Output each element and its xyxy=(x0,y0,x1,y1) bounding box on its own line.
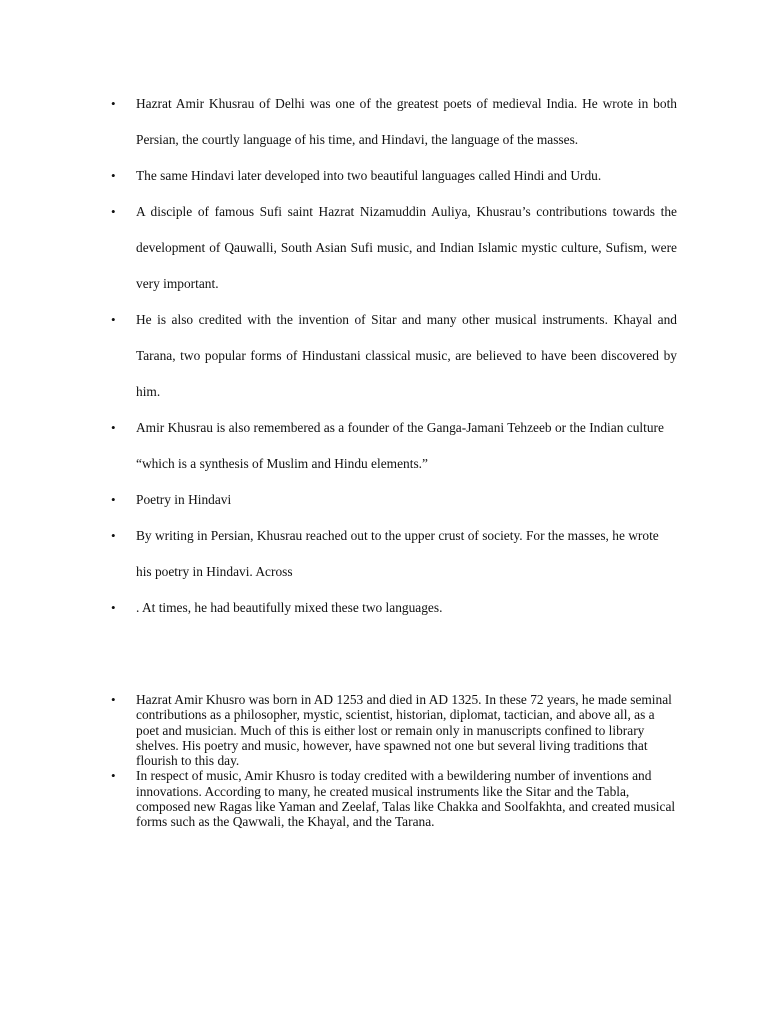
list-item: • Hazrat Amir Khusro was born in AD 1253 and died in AD 1325. In these 72 years, he made seminal contributions as a philosopher, mystic, scientist, historian, diplomat, tactician, and above all, as a poet and musician. Much of this is either lost or remain only in manuscripts confined to library shelves. His poetry and music, however, have spawned not one but several living traditions that flourish to this day. xyxy=(0,692,768,768)
list-item: • The same Hindavi later developed into two beautiful languages called Hindi and Urdu. xyxy=(0,158,768,194)
list-item: • A disciple of famous Sufi saint Hazrat Nizamuddin Auliya, Khusrau’s contributions towards the development of Qauwalli, South Asian Sufi music, and Indian Islamic mystic culture, Sufism, were very important. xyxy=(0,194,768,302)
bullet-list-single-spaced xyxy=(0,692,768,830)
list-item: • . At times, he had beautifully mixed these two languages. xyxy=(0,590,768,626)
list-item: • Poetry in Hindavi xyxy=(0,482,768,518)
list-item: • Amir Khusrau is also remembered as a founder of the Ganga-Jamani Tehzeeb or the Indian culture “which is a synthesis of Muslim and Hindu elements.” xyxy=(0,410,768,482)
bullet-list-double-spaced xyxy=(0,86,768,626)
list-item: • He is also credited with the invention of Sitar and many other musical instruments. Khayal and Tarana, two popular forms of Hindustani classical music, are believed to have been discovered by him. xyxy=(0,302,768,410)
list-item: • By writing in Persian, Khusrau reached out to the upper crust of society. For the masses, he wrote his poetry in Hindavi. Across xyxy=(0,518,768,590)
list-item: • In respect of music, Amir Khusro is today credited with a bewildering number of inventions and innovations. According to many, he created musical instruments like the Sitar and the Tabla, composed new Ragas like Yaman and Zeelaf, Talas like Chakka and Soolfakhta, and created musical forms such as the Qawwali, the Khayal, and the Tarana. xyxy=(0,768,768,829)
list-item: • Hazrat Amir Khusrau of Delhi was one of the greatest poets of medieval India. He wrote in both Persian, the courtly language of his time, and Hindavi, the language of the masses. xyxy=(0,86,768,158)
